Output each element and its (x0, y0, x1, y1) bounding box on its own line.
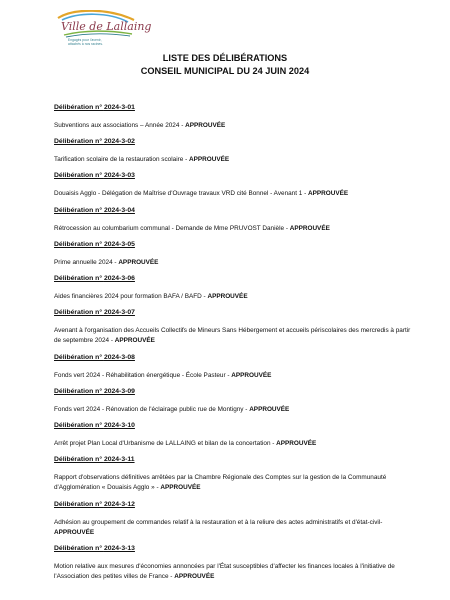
deliberation-number: Délibération n° 2024-3-03 (54, 172, 135, 180)
deliberation-item (54, 274, 414, 302)
deliberation-number: Délibération n° 2024-3-04 (54, 206, 135, 214)
document-subtitle: CONSEIL MUNICIPAL DU 24 JUIN 2024 (140, 66, 310, 76)
document-header (0, 52, 450, 78)
deliberation-number: Délibération n° 2024-3-13 (54, 545, 135, 553)
deliberation-description: Douaisis Agglo - Délégation de Maîtrise d'Ouvrage travaux VRD cité Bonnel - Avenant 1 - APPROUVÉE (54, 190, 349, 198)
deliberation-description: Tarification scolaire de la restauration scolaire - APPROUVÉE (54, 156, 230, 164)
logo-tagline-1: Engagés pour l'avenir, (68, 38, 102, 42)
deliberation-number: Délibération n° 2024-3-02 (54, 138, 135, 146)
deliberation-item (54, 455, 414, 493)
deliberation-number: Délibération n° 2024-3-10 (54, 422, 135, 430)
deliberations-list (54, 103, 414, 588)
deliberation-description: Prime annuelle 2024 - APPROUVÉE (54, 258, 159, 266)
deliberation-description: Rapport d'observations définitives arrêtées par la Chambre Régionale des Comptes sur la gestion de la Communauté d'Agglomération « Douaisis Agglo » - APPROUVÉE (54, 474, 387, 492)
status-approved: APPROUVÉE (114, 337, 155, 345)
deliberation-description: Aides financières 2024 pour formation BAFA / BAFD - APPROUVÉE (54, 293, 248, 301)
deliberation-number: Délibération n° 2024-3-01 (54, 104, 135, 111)
deliberation-description: Motion relative aux mesures d'économies annoncées par l'État susceptibles d'affecter les finances locales à l'initiative de l'Association des petites villes de France - APPROUVÉE (54, 563, 395, 581)
status-approved: APPROUVÉE (207, 293, 248, 301)
deliberation-number: Délibération n° 2024-3-07 (54, 309, 135, 317)
deliberation-description: Rétrocession au columbarium communal - Demande de Mme PRUVOST Danièle - APPROUVÉE (54, 224, 330, 232)
deliberation-item (54, 387, 414, 415)
status-approved: APPROUVÉE (54, 528, 95, 536)
status-approved: APPROUVÉE (308, 190, 349, 198)
deliberation-item (54, 500, 414, 538)
deliberation-item (54, 240, 414, 268)
deliberation-item (54, 421, 414, 449)
status-approved: APPROUVÉE (185, 122, 226, 129)
deliberation-description: Arrêt projet Plan Local d'Urbanisme de LALLAING et bilan de la concertation - APPROUVÉE (54, 440, 317, 448)
deliberation-number: Délibération n° 2024-3-09 (54, 387, 135, 395)
status-approved: APPROUVÉE (249, 405, 290, 413)
status-approved: APPROUVÉE (174, 573, 215, 581)
deliberation-description: Fonds vert 2024 - Réhabilitation énergétique - École Pasteur - APPROUVÉE (54, 371, 272, 379)
deliberation-item (54, 544, 414, 582)
deliberation-item (54, 308, 414, 346)
deliberation-number: Délibération n° 2024-3-08 (54, 353, 135, 361)
status-approved: APPROUVÉE (188, 156, 230, 164)
status-approved: APPROUVÉE (160, 484, 201, 492)
deliberation-number: Délibération n° 2024-3-12 (54, 500, 135, 508)
deliberation-item (54, 103, 414, 131)
deliberation-item (54, 137, 414, 165)
deliberation-description: Adhésion au groupement de commandes relatif à la restauration et à la reliure des actes administratifs et d'état-civil- APPROUVÉE (54, 518, 383, 536)
document-title: LISTE DES DÉLIBÉRATIONS (162, 53, 288, 63)
deliberation-number: Délibération n° 2024-3-06 (54, 275, 135, 283)
deliberation-description: Avenant à l'organisation des Accueils Collectifs de Mineurs Sans Hébergement et accueils périscolaires des mercredis à partir de septembre 2024 - APPROUVÉE (54, 327, 411, 345)
deliberation-description: Subventions aux associations – Année 2024 - APPROUVÉE (54, 122, 226, 129)
deliberation-number: Délibération n° 2024-3-11 (54, 456, 135, 464)
deliberation-item (54, 171, 414, 199)
status-approved: APPROUVÉE (118, 258, 159, 266)
logo-tagline-2: attachés à nos racines. (68, 42, 104, 46)
status-approved: APPROUVÉE (231, 371, 272, 379)
deliberation-item (54, 206, 414, 234)
deliberation-item (54, 353, 414, 381)
deliberation-description: Fonds vert 2024 - Rénovation de l'éclairage public rue de Montigny - APPROUVÉE (54, 405, 290, 413)
status-approved: APPROUVÉE (276, 440, 317, 448)
deliberation-number: Délibération n° 2024-3-05 (54, 240, 135, 248)
logo-town-name: Ville de Lallaing (61, 20, 152, 33)
status-approved: APPROUVÉE (289, 224, 330, 232)
town-logo (54, 10, 152, 48)
